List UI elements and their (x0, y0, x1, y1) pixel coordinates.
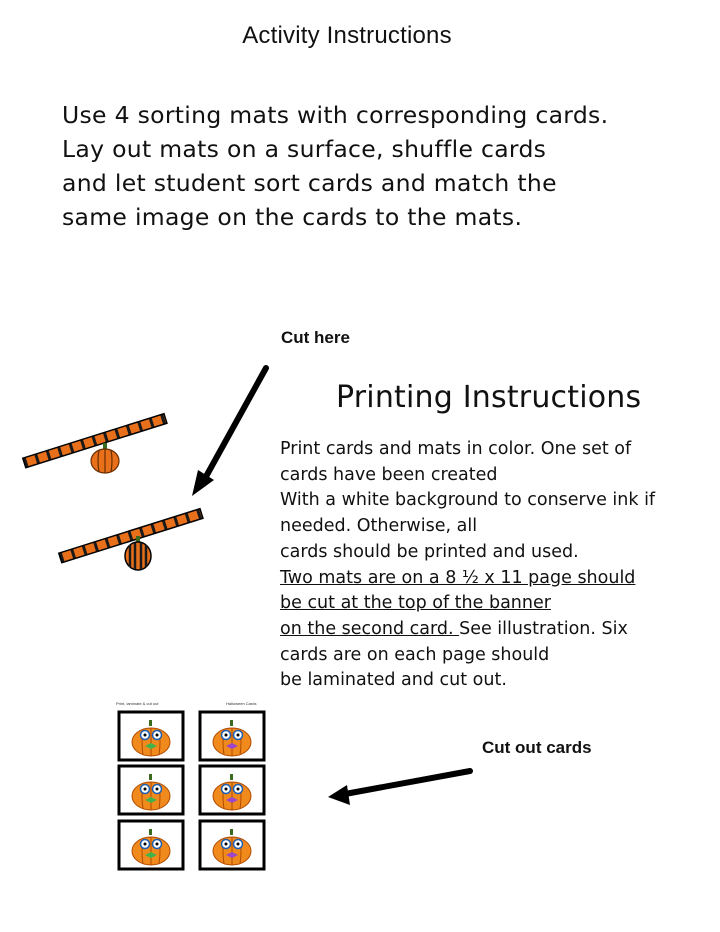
printing-line: Print cards and mats in color. One set of (280, 439, 632, 459)
activity-line: same image on the cards to the mats. (62, 203, 523, 231)
cut-here-arrow (192, 368, 266, 496)
activity-instructions-title: Activity Instructions (242, 22, 452, 49)
card-sheet-label: Print, laminate & cut out (116, 701, 159, 706)
printing-line: cards are on each page should (280, 644, 550, 665)
pumpkin-card (119, 712, 183, 760)
printing-line: be laminated and cut out. (280, 670, 507, 691)
printing-line: cards have been created (280, 464, 498, 485)
pumpkin-banner-icon (91, 443, 119, 473)
printing-fragment: See illustration. Six (459, 618, 628, 639)
card-sheet (119, 712, 264, 869)
pumpkin-card (119, 766, 183, 814)
pumpkin-card (200, 766, 264, 814)
printing-line-underlined: Two mats are on a 8 ½ x 11 page should (280, 567, 636, 588)
cut-out-cards-label: Cut out cards (482, 738, 592, 757)
pumpkin-card (119, 821, 183, 869)
printing-line-underlined: be cut at the top of the banner (280, 593, 551, 614)
activity-line: and let student sort cards and match the (62, 169, 557, 197)
pumpkin-card (200, 821, 264, 869)
printing-line: cards should be printed and used. (280, 541, 579, 562)
pumpkin-card (200, 712, 264, 760)
printing-underlined-fragment: on the second card. (280, 618, 460, 639)
cut-out-arrow (328, 771, 470, 805)
printing-line: needed. Otherwise, all (280, 516, 478, 537)
card-sheet-label: Halloween Cards (226, 701, 257, 706)
printing-line: With a white background to conserve ink if (280, 490, 656, 511)
printing-instructions-title: Printing Instructions (336, 380, 642, 415)
activity-line: Lay out mats on a surface, shuffle cards (62, 135, 547, 163)
activity-line: Use 4 sorting mats with corresponding cards. (62, 101, 609, 129)
cut-here-label: Cut here (281, 328, 350, 347)
